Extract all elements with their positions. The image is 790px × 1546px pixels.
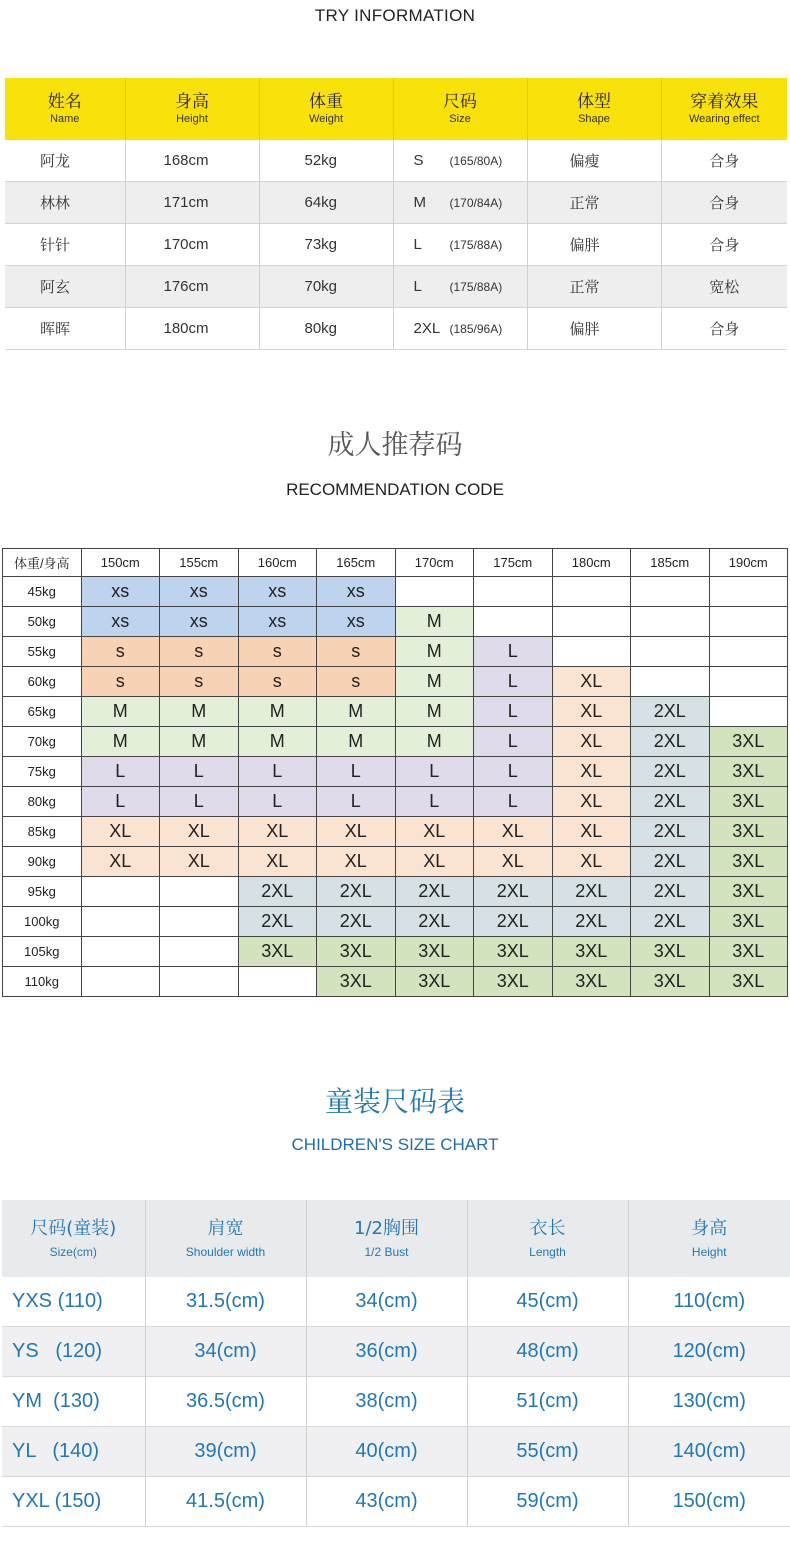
size-cell: XL bbox=[552, 817, 631, 847]
size-cell: L bbox=[317, 787, 396, 817]
cell-height: 171cm bbox=[125, 182, 259, 224]
size-cell: L bbox=[474, 727, 553, 757]
table-row bbox=[3, 817, 788, 847]
children-chart-subtitle: CHILDREN'S SIZE CHART bbox=[291, 1135, 499, 1154]
size-cell: XL bbox=[160, 847, 239, 877]
size-cell bbox=[160, 937, 239, 967]
height-header: 185cm bbox=[631, 549, 710, 577]
weight-label: 75kg bbox=[3, 757, 82, 787]
header-length: 衣长 Length bbox=[467, 1200, 628, 1277]
size-cell: M bbox=[160, 727, 239, 757]
cell-fit: 合身 bbox=[661, 182, 787, 224]
header-weight: 体重 Weight bbox=[259, 78, 393, 140]
size-cell: XL bbox=[552, 727, 631, 757]
size-cell: XL bbox=[317, 847, 396, 877]
header-wearing-effect: 穿着效果 Wearing effect bbox=[661, 78, 787, 140]
size-cell bbox=[552, 577, 631, 607]
cell-shoulder: 36.5(cm) bbox=[145, 1377, 306, 1427]
size-cell: 2XL bbox=[631, 817, 710, 847]
cell-kid-size: YM (130) bbox=[2, 1377, 145, 1427]
cell-shape: 正常 bbox=[527, 266, 661, 308]
size-cell: xs bbox=[317, 577, 396, 607]
weight-label: 80kg bbox=[3, 787, 82, 817]
size-cell: 3XL bbox=[552, 967, 631, 997]
size-cell: L bbox=[81, 757, 160, 787]
size-cell: XL bbox=[552, 667, 631, 697]
size-cell: XL bbox=[81, 847, 160, 877]
cell-weight: 52kg bbox=[259, 140, 393, 182]
cell-name: 阿玄 bbox=[5, 266, 125, 308]
size-cell bbox=[238, 967, 317, 997]
size-cell: 2XL bbox=[395, 877, 474, 907]
size-cell: M bbox=[81, 727, 160, 757]
size-cell: s bbox=[81, 667, 160, 697]
size-cell: 3XL bbox=[474, 967, 553, 997]
cell-fit: 合身 bbox=[661, 140, 787, 182]
table-row bbox=[3, 967, 788, 997]
size-cell bbox=[631, 667, 710, 697]
table-row bbox=[2, 1377, 790, 1427]
cell-weight: 73kg bbox=[259, 224, 393, 266]
height-header: 175cm bbox=[474, 549, 553, 577]
cell-name: 晖晖 bbox=[5, 308, 125, 350]
table-row bbox=[3, 937, 788, 967]
size-cell: xs bbox=[81, 577, 160, 607]
size-cell: 3XL bbox=[709, 877, 788, 907]
size-cell bbox=[81, 907, 160, 937]
height-header: 165cm bbox=[317, 549, 396, 577]
size-cell: 3XL bbox=[631, 967, 710, 997]
table-row bbox=[2, 1277, 790, 1327]
size-cell: 2XL bbox=[631, 787, 710, 817]
size-cell bbox=[81, 877, 160, 907]
size-cell: 2XL bbox=[474, 877, 553, 907]
header-kid-size: 尺码(童装) Size(cm) bbox=[2, 1200, 145, 1277]
table-row bbox=[5, 266, 787, 308]
cell-fit: 宽松 bbox=[661, 266, 787, 308]
size-cell bbox=[474, 607, 553, 637]
size-code: S bbox=[413, 152, 424, 169]
size-cell: M bbox=[238, 727, 317, 757]
cell-height: 176cm bbox=[125, 266, 259, 308]
size-cell bbox=[631, 577, 710, 607]
size-cell: M bbox=[395, 727, 474, 757]
size-cell: 3XL bbox=[709, 967, 788, 997]
size-cell: L bbox=[474, 787, 553, 817]
cell-name: 林林 bbox=[5, 182, 125, 224]
table-row bbox=[2, 1477, 790, 1527]
size-cell: XL bbox=[238, 817, 317, 847]
size-cell: 3XL bbox=[709, 787, 788, 817]
cell-length: 55(cm) bbox=[467, 1427, 628, 1477]
cell-kid-size: YXL (150) bbox=[2, 1477, 145, 1527]
cell-size bbox=[393, 266, 527, 308]
weight-label: 95kg bbox=[3, 877, 82, 907]
size-cell: xs bbox=[238, 577, 317, 607]
size-cell: 3XL bbox=[709, 907, 788, 937]
size-cell: L bbox=[238, 787, 317, 817]
size-cell bbox=[709, 697, 788, 727]
cell-fit: 合身 bbox=[661, 308, 787, 350]
size-detail: (165/80A) bbox=[449, 154, 503, 168]
size-cell: 3XL bbox=[709, 757, 788, 787]
size-cell: 3XL bbox=[395, 967, 474, 997]
size-cell: 2XL bbox=[631, 877, 710, 907]
size-cell bbox=[709, 637, 788, 667]
cell-size bbox=[393, 308, 527, 350]
cell-kid-height: 130(cm) bbox=[628, 1377, 790, 1427]
cell-shoulder: 34(cm) bbox=[145, 1327, 306, 1377]
table-row bbox=[5, 308, 787, 350]
size-cell: L bbox=[474, 667, 553, 697]
header-name: 姓名 Name bbox=[5, 78, 125, 140]
size-cell: 3XL bbox=[709, 817, 788, 847]
size-cell: M bbox=[160, 697, 239, 727]
size-cell bbox=[552, 607, 631, 637]
cell-shoulder: 39(cm) bbox=[145, 1427, 306, 1477]
cell-name: 针针 bbox=[5, 224, 125, 266]
height-header: 170cm bbox=[395, 549, 474, 577]
cell-bust: 38(cm) bbox=[306, 1377, 467, 1427]
size-detail: (175/88A) bbox=[449, 280, 503, 294]
table-row bbox=[3, 727, 788, 757]
weight-label: 110kg bbox=[3, 967, 82, 997]
size-cell: s bbox=[160, 637, 239, 667]
size-cell: 2XL bbox=[631, 757, 710, 787]
height-header: 150cm bbox=[81, 549, 160, 577]
table-row bbox=[2, 1427, 790, 1477]
cell-kid-size: YL (140) bbox=[2, 1427, 145, 1477]
size-cell bbox=[709, 577, 788, 607]
size-code: L bbox=[413, 236, 422, 253]
table-row bbox=[3, 637, 788, 667]
table-row bbox=[3, 607, 788, 637]
size-cell bbox=[160, 967, 239, 997]
cell-bust: 36(cm) bbox=[306, 1327, 467, 1377]
size-cell: XL bbox=[81, 817, 160, 847]
size-cell: M bbox=[317, 697, 396, 727]
size-cell: 3XL bbox=[395, 937, 474, 967]
size-cell bbox=[81, 967, 160, 997]
recommendation-table bbox=[2, 548, 788, 997]
cell-height: 168cm bbox=[125, 140, 259, 182]
size-cell bbox=[81, 937, 160, 967]
size-cell: xs bbox=[160, 577, 239, 607]
size-cell: xs bbox=[238, 607, 317, 637]
cell-length: 48(cm) bbox=[467, 1327, 628, 1377]
cell-height: 170cm bbox=[125, 224, 259, 266]
cell-size bbox=[393, 140, 527, 182]
size-cell: 2XL bbox=[631, 907, 710, 937]
size-cell: M bbox=[395, 667, 474, 697]
size-cell bbox=[631, 607, 710, 637]
recommendation-subtitle: RECOMMENDATION CODE bbox=[286, 480, 504, 499]
size-cell bbox=[160, 907, 239, 937]
size-cell: XL bbox=[474, 847, 553, 877]
size-cell: L bbox=[317, 757, 396, 787]
cell-kid-height: 110(cm) bbox=[628, 1277, 790, 1327]
cell-kid-height: 120(cm) bbox=[628, 1327, 790, 1377]
weight-label: 70kg bbox=[3, 727, 82, 757]
size-cell: xs bbox=[317, 607, 396, 637]
height-header: 155cm bbox=[160, 549, 239, 577]
size-cell: L bbox=[160, 757, 239, 787]
size-detail: (170/84A) bbox=[449, 196, 503, 210]
table-row bbox=[3, 907, 788, 937]
size-cell: M bbox=[395, 637, 474, 667]
cell-bust: 43(cm) bbox=[306, 1477, 467, 1527]
size-cell: M bbox=[395, 697, 474, 727]
size-cell: 2XL bbox=[317, 877, 396, 907]
children-header-row bbox=[2, 1200, 790, 1277]
size-cell: s bbox=[81, 637, 160, 667]
size-cell: L bbox=[395, 757, 474, 787]
weight-label: 45kg bbox=[3, 577, 82, 607]
size-cell: XL bbox=[395, 847, 474, 877]
header-half-bust: 1/2胸围 1/2 Bust bbox=[306, 1200, 467, 1277]
size-cell: XL bbox=[474, 817, 553, 847]
table-row bbox=[3, 577, 788, 607]
weight-label: 65kg bbox=[3, 697, 82, 727]
size-cell: M bbox=[81, 697, 160, 727]
size-cell: xs bbox=[160, 607, 239, 637]
size-detail: (185/96A) bbox=[449, 322, 503, 336]
cell-weight: 80kg bbox=[259, 308, 393, 350]
cell-height: 180cm bbox=[125, 308, 259, 350]
try-info-header-row bbox=[5, 78, 787, 140]
size-cell bbox=[160, 877, 239, 907]
size-cell: 3XL bbox=[238, 937, 317, 967]
table-row bbox=[5, 224, 787, 266]
size-cell: s bbox=[160, 667, 239, 697]
size-cell bbox=[552, 637, 631, 667]
size-cell: 2XL bbox=[631, 847, 710, 877]
cell-shoulder: 41.5(cm) bbox=[145, 1477, 306, 1527]
header-kid-height: 身高 Height bbox=[628, 1200, 790, 1277]
size-cell: XL bbox=[552, 787, 631, 817]
size-cell: L bbox=[81, 787, 160, 817]
size-cell: XL bbox=[552, 847, 631, 877]
cell-kid-size: YXS (110) bbox=[2, 1277, 145, 1327]
table-row bbox=[3, 697, 788, 727]
size-cell: XL bbox=[395, 817, 474, 847]
size-cell: 3XL bbox=[474, 937, 553, 967]
size-cell: 3XL bbox=[552, 937, 631, 967]
cell-bust: 40(cm) bbox=[306, 1427, 467, 1477]
cell-length: 51(cm) bbox=[467, 1377, 628, 1427]
size-cell: 3XL bbox=[317, 967, 396, 997]
table-row bbox=[3, 757, 788, 787]
cell-kid-height: 150(cm) bbox=[628, 1477, 790, 1527]
weight-label: 100kg bbox=[3, 907, 82, 937]
size-cell: XL bbox=[238, 847, 317, 877]
cell-shape: 正常 bbox=[527, 182, 661, 224]
size-cell: s bbox=[238, 667, 317, 697]
header-shoulder-width: 肩宽 Shoulder width bbox=[145, 1200, 306, 1277]
cell-bust: 34(cm) bbox=[306, 1277, 467, 1327]
try-info-title: TRY INFORMATION bbox=[314, 6, 476, 25]
children-chart-title: 童装尺码表 bbox=[324, 1085, 465, 1118]
size-cell bbox=[631, 637, 710, 667]
size-cell: 2XL bbox=[395, 907, 474, 937]
weight-label: 60kg bbox=[3, 667, 82, 697]
try-info-table bbox=[5, 78, 787, 350]
size-cell: M bbox=[395, 607, 474, 637]
cell-shape: 偏胖 bbox=[527, 224, 661, 266]
height-header: 180cm bbox=[552, 549, 631, 577]
size-detail: (175/88A) bbox=[449, 238, 503, 252]
size-cell: 2XL bbox=[552, 907, 631, 937]
weight-label: 105kg bbox=[3, 937, 82, 967]
cell-name: 阿龙 bbox=[5, 140, 125, 182]
cell-shape: 偏瘦 bbox=[527, 140, 661, 182]
size-cell: M bbox=[238, 697, 317, 727]
header-size: 尺码 Size bbox=[393, 78, 527, 140]
cell-length: 45(cm) bbox=[467, 1277, 628, 1327]
table-row bbox=[5, 140, 787, 182]
size-cell: M bbox=[317, 727, 396, 757]
size-cell: 2XL bbox=[474, 907, 553, 937]
size-cell: L bbox=[238, 757, 317, 787]
table-row bbox=[3, 787, 788, 817]
cell-size bbox=[393, 224, 527, 266]
size-cell bbox=[395, 577, 474, 607]
header-height: 身高 Height bbox=[125, 78, 259, 140]
height-header: 160cm bbox=[238, 549, 317, 577]
size-cell: s bbox=[317, 667, 396, 697]
weight-label: 90kg bbox=[3, 847, 82, 877]
size-cell: L bbox=[160, 787, 239, 817]
size-cell: XL bbox=[160, 817, 239, 847]
table-row bbox=[5, 182, 787, 224]
children-size-table bbox=[2, 1200, 790, 1527]
header-shape: 体型 Shape bbox=[527, 78, 661, 140]
table-row bbox=[2, 1327, 790, 1377]
size-cell: L bbox=[474, 757, 553, 787]
size-cell: L bbox=[474, 697, 553, 727]
size-code: L bbox=[413, 278, 422, 295]
weight-label: 55kg bbox=[3, 637, 82, 667]
height-header: 190cm bbox=[709, 549, 788, 577]
size-cell: XL bbox=[552, 757, 631, 787]
size-cell: 3XL bbox=[709, 727, 788, 757]
size-cell: XL bbox=[552, 697, 631, 727]
weight-label: 85kg bbox=[3, 817, 82, 847]
size-cell bbox=[474, 577, 553, 607]
size-cell: 3XL bbox=[709, 937, 788, 967]
size-code: M bbox=[413, 194, 426, 211]
size-cell: xs bbox=[81, 607, 160, 637]
size-cell: L bbox=[474, 637, 553, 667]
size-cell bbox=[709, 607, 788, 637]
recommendation-title: 成人推荐码 bbox=[327, 430, 463, 461]
cell-size bbox=[393, 182, 527, 224]
size-cell: 2XL bbox=[238, 907, 317, 937]
corner-label: 体重/身高 bbox=[3, 549, 82, 577]
size-cell: 2XL bbox=[631, 727, 710, 757]
size-cell: s bbox=[317, 637, 396, 667]
size-cell: 2XL bbox=[552, 877, 631, 907]
recommendation-header-row bbox=[3, 549, 788, 577]
weight-label: 50kg bbox=[3, 607, 82, 637]
cell-weight: 64kg bbox=[259, 182, 393, 224]
cell-weight: 70kg bbox=[259, 266, 393, 308]
cell-fit: 合身 bbox=[661, 224, 787, 266]
size-cell: L bbox=[395, 787, 474, 817]
cell-kid-height: 140(cm) bbox=[628, 1427, 790, 1477]
size-cell: 3XL bbox=[709, 847, 788, 877]
size-cell: s bbox=[238, 637, 317, 667]
size-cell: 3XL bbox=[631, 937, 710, 967]
size-code: 2XL bbox=[413, 320, 441, 337]
size-cell bbox=[709, 667, 788, 697]
size-cell: 2XL bbox=[317, 907, 396, 937]
size-cell: XL bbox=[317, 817, 396, 847]
cell-shape: 偏胖 bbox=[527, 308, 661, 350]
cell-shoulder: 31.5(cm) bbox=[145, 1277, 306, 1327]
cell-length: 59(cm) bbox=[467, 1477, 628, 1527]
size-cell: 2XL bbox=[238, 877, 317, 907]
cell-kid-size: YS (120) bbox=[2, 1327, 145, 1377]
table-row bbox=[3, 667, 788, 697]
size-cell: 3XL bbox=[317, 937, 396, 967]
table-row bbox=[3, 847, 788, 877]
table-row bbox=[3, 877, 788, 907]
size-cell: 2XL bbox=[631, 697, 710, 727]
